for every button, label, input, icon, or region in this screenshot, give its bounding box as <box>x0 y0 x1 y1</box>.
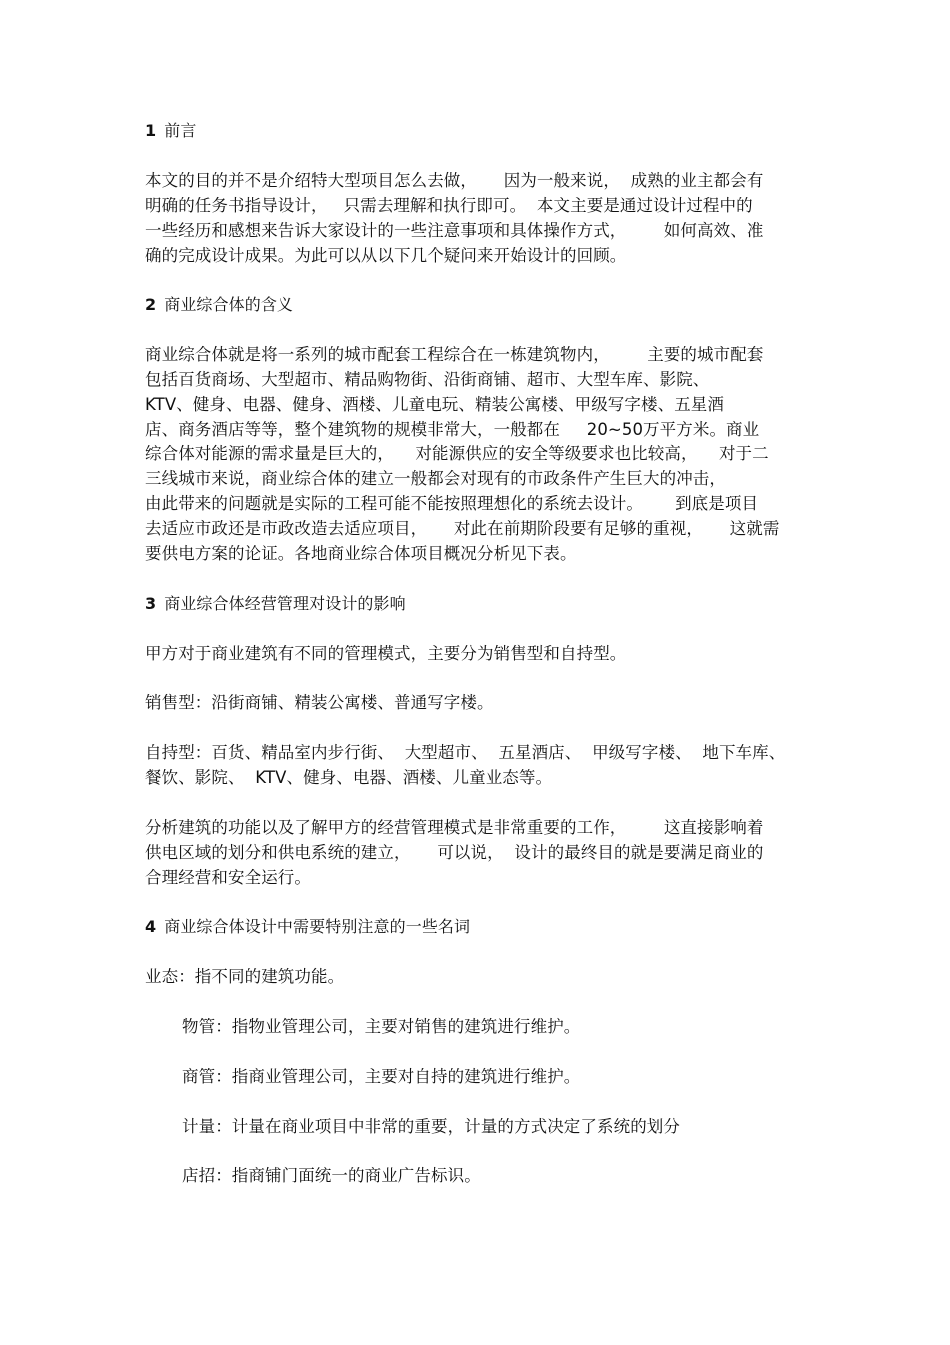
paragraph-line: 三线城市来说，商业综合体的建立一般都会对现有的市政条件产生巨大的冲击， <box>145 469 726 488</box>
paragraph-line: 销售型：沿街商铺、精装公寓楼、普通写字楼。 <box>145 693 494 712</box>
term-definition: 物管：指物业管理公司，主要对销售的建筑进行维护。 <box>182 1017 581 1036</box>
paragraph-line: 业态：指不同的建筑功能。 <box>145 967 345 986</box>
paragraph-line: 由此带来的问题就是实际的工程可能不能按照理想化的系统去设计。 到底是项目 <box>145 494 759 513</box>
section-2-heading <box>145 295 293 315</box>
paragraph-line: 供电区域的划分和供电系统的建立， 可以说， 设计的最终目的就是要满足商业的 <box>145 843 764 862</box>
paragraph-line: 自持型：百货、精品室内步行街、 大型超市、 五星酒店、 甲级写字楼、 地下车库、 <box>145 743 786 762</box>
paragraph-line: 餐饮、影院、 KTV、健身、电器、酒楼、儿童业态等。 <box>145 768 553 787</box>
paragraph-line: 店、商务酒店等等，整个建筑物的规模非常大，一般都在 20~50万平方米。商业 <box>145 420 760 439</box>
paragraph-line: 甲方对于商业建筑有不同的管理模式，主要分为销售型和自持型。 <box>145 644 627 663</box>
paragraph-line: KTV、健身、电器、健身、酒楼、儿童电玩、精装公寓楼、甲级写字楼、五星酒 <box>145 395 725 414</box>
paragraph-line: 商业综合体就是将一系列的城市配套工程综合在一栋建筑物内， 主要的城市配套 <box>145 345 764 364</box>
section-title: 前言 <box>164 121 197 140</box>
paragraph-line: 合理经营和安全运行。 <box>145 868 311 887</box>
paragraph-line: 要供电方案的论证。各地商业综合体项目概况分析见下表。 <box>145 544 577 563</box>
paragraph-line: 确的完成设计成果。为此可以从以下几个疑问来开始设计的回顾。 <box>145 246 627 265</box>
paragraph-line: 包括百货商场、大型超市、精品购物街、沿街商铺、超市、大型车库、影院、 <box>145 370 710 389</box>
term-definition: 商管：指商业管理公司，主要对自持的建筑进行维护。 <box>182 1067 581 1086</box>
paragraph-line: 明确的任务书指导设计， 只需去理解和执行即可。 本文主要是通过设计过程中的 <box>145 196 753 215</box>
paragraph-line: 一些经历和感想来告诉大家设计的一些注意事项和具体操作方式， 如何高效、准 <box>145 221 764 240</box>
section-1-heading <box>145 121 196 141</box>
section-title: 商业综合体的含义 <box>164 295 294 314</box>
term-definition: 店招：指商铺门面统一的商业广告标识。 <box>182 1166 481 1185</box>
section-title: 商业综合体设计中需要特别注意的一些名词 <box>164 917 471 936</box>
section-number: 2 <box>145 295 157 314</box>
paragraph-line: 去适应市政还是市政改造去适应项目， 对此在前期阶段要有足够的重视， 这就需 <box>145 519 780 538</box>
section-3-heading <box>145 594 406 614</box>
paragraph-line: 本文的目的并不是介绍特大型项目怎么去做， 因为一般来说， 成熟的业主都会有 <box>145 171 764 190</box>
paragraph-line: 分析建筑的功能以及了解甲方的经营管理模式是非常重要的工作， 这直接影响着 <box>145 818 764 837</box>
section-title: 商业综合体经营管理对设计的影响 <box>164 594 406 613</box>
section-4-heading <box>145 917 470 937</box>
section-number: 3 <box>145 594 157 613</box>
section-number: 4 <box>145 917 157 936</box>
paragraph-line: 综合体对能源的需求量是巨大的， 对能源供应的安全等级要求也比较高， 对于二 <box>145 444 769 463</box>
section-number: 1 <box>145 121 157 140</box>
term-definition: 计量：计量在商业项目中非常的重要，计量的方式决定了系统的划分 <box>182 1117 680 1136</box>
